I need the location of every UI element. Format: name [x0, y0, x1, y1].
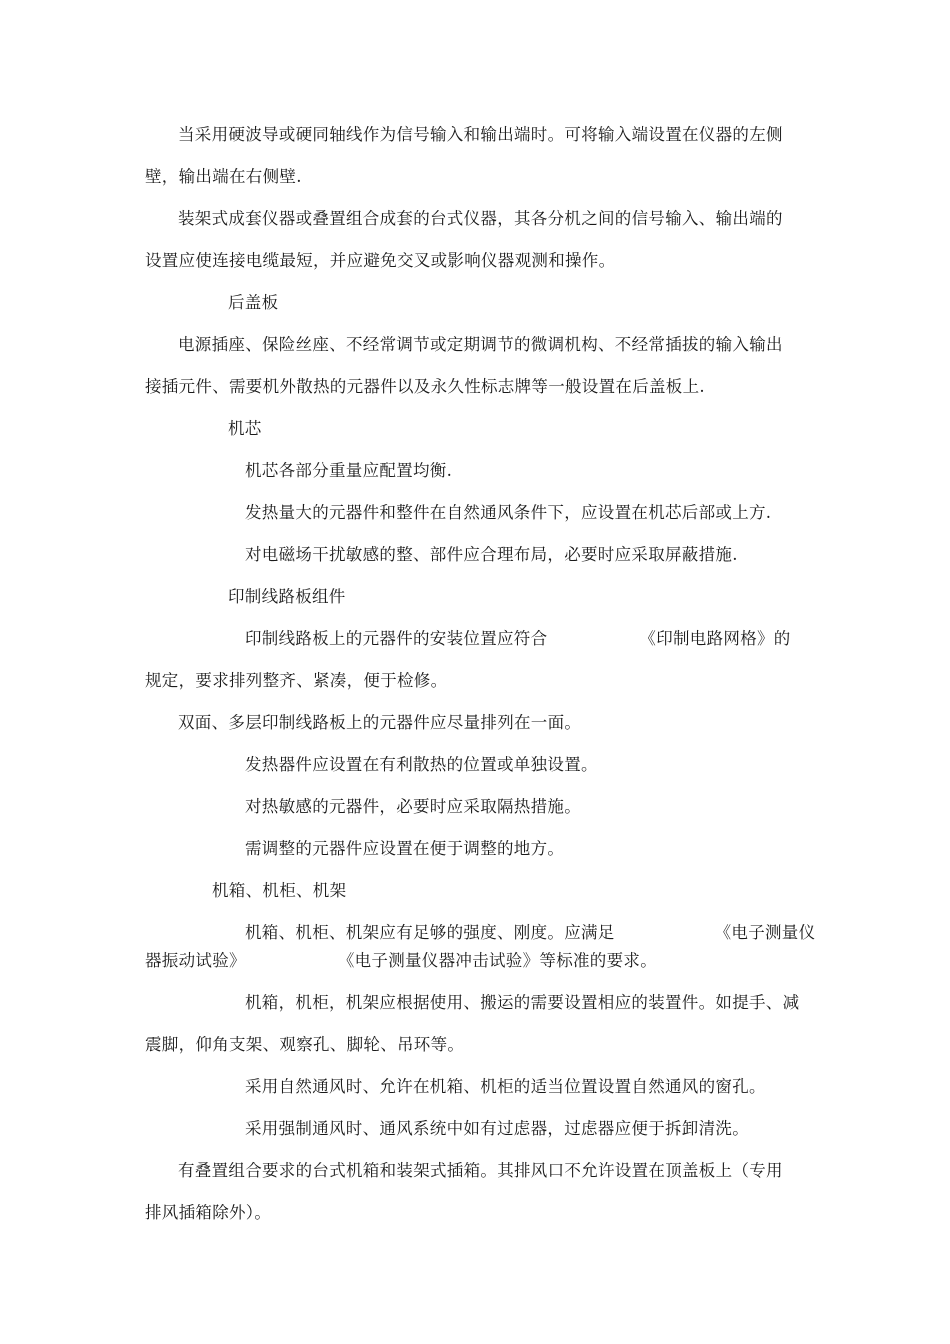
paragraph-line: 采用强制通风时、通风系统中如有过虑器，过虑器应便于拆卸清洗。: [245, 1119, 749, 1138]
paragraph-line: 发热量大的元器件和整件在自然通风条件下，应设置在机芯后部或上方.: [245, 503, 772, 522]
paragraph-line: 规定，要求排列整齐、紧凑，便于检修。: [145, 671, 448, 690]
section-heading: 机芯: [228, 419, 262, 438]
paragraph-line: 对电磁场干扰敏感的整、部件应合理布局，必要时应采取屏蔽措施.: [245, 545, 738, 564]
paragraph-text: 机箱、机柜、机架应有足够的强度、刚度。应满足: [245, 923, 615, 942]
section-heading: 印制线路板组件: [228, 587, 346, 606]
standard-reference: 《印制电路网格》的: [639, 629, 791, 648]
paragraph-line: 采用自然通风时、允许在机箱、机柜的适当位置设置自然通风的窗孔。: [245, 1077, 766, 1096]
section-heading: 机箱、机柜、机架: [212, 881, 347, 900]
paragraph-line: 接插元件、需要机外散热的元器件以及永久性标志牌等一般设置在后盖板上.: [145, 377, 705, 396]
paragraph-line: 对热敏感的元器件，必要时应采取隔热措施。: [245, 797, 581, 816]
paragraph-line: [245, 628, 791, 650]
paragraph-line: 有叠置组合要求的台式机箱和装架式插箱。其排风口不允许设置在顶盖板上（专用: [178, 1161, 783, 1180]
standard-reference: 器振动试验》: [145, 951, 246, 970]
paragraph-line: 电源插座、保险丝座、不经常调节或定期调节的微调机构、不经常插拔的输入输出: [178, 335, 783, 354]
paragraph-line: 装架式成套仪器或叠置组合成套的台式仪器，其各分机之间的信号输入、输出端的: [178, 209, 783, 228]
paragraph-line: 排风插箱除外）。: [145, 1203, 272, 1222]
paragraph-line: 发热器件应设置在有利散热的位置或单独设置。: [245, 755, 598, 774]
paragraph-line: 震脚，仰角支架、观察孔、脚轮、吊环等。: [145, 1035, 465, 1054]
paragraph-line: 壁，输出端在右侧壁.: [145, 167, 302, 186]
paragraph-line: 机芯各部分重量应配置均衡.: [245, 461, 453, 480]
paragraph-line: 双面、多层印制线路板上的元器件应尽量排列在一面。: [178, 713, 582, 732]
paragraph-line: 当采用硬波导或硬同轴线作为信号输入和输出端时。可将输入端设置在仪器的左侧: [178, 125, 783, 144]
paragraph-line: [245, 922, 815, 944]
paragraph-line: 机箱，机柜，机架应根据使用、搬运的需要设置相应的装置件。如提手、减: [245, 993, 800, 1012]
paragraph-line: [145, 950, 657, 972]
paragraph-line: 需调整的元器件应设置在便于调整的地方。: [245, 839, 565, 858]
paragraph-line: 设置应使连接电缆最短，并应避免交叉或影响仪器观测和操作。: [145, 251, 616, 270]
standard-reference: 《电子测量仪: [714, 923, 816, 942]
section-heading: 后盖板: [228, 293, 279, 312]
paragraph-text: 印制线路板上的元器件的安装位置应符合: [245, 629, 548, 648]
standard-reference: 《电子测量仪器冲击试验》等标准的要求。: [337, 951, 658, 970]
